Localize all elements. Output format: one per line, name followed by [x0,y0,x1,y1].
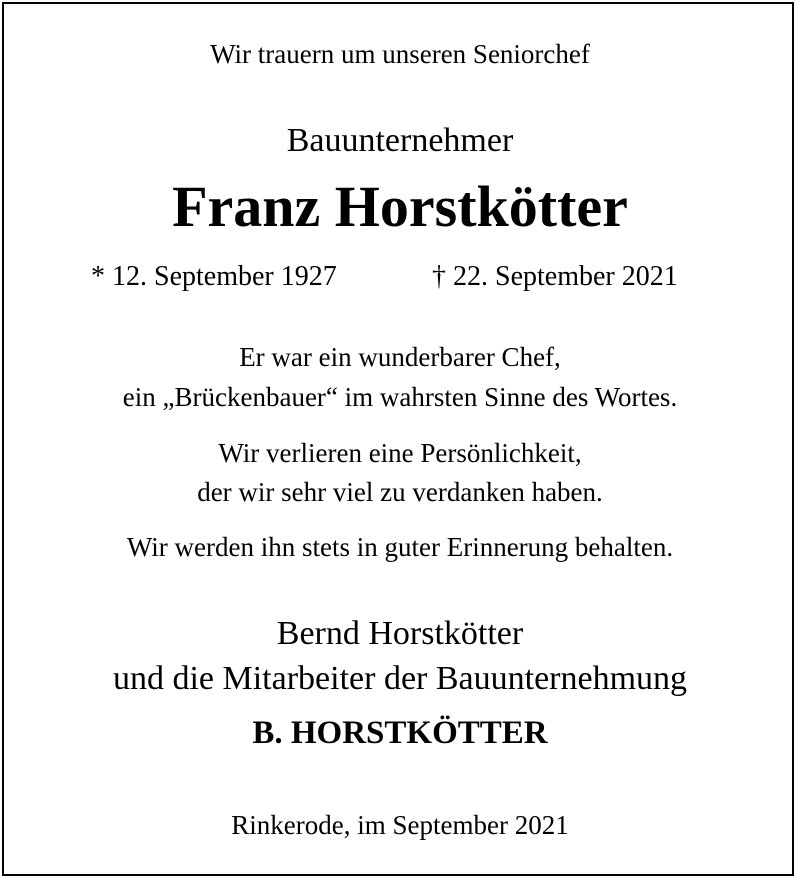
tribute-line-3: Wir verlieren eine Persönlichkeit, [218,438,582,468]
tribute-line-4: der wir sehr viel zu verdanken haben. [197,477,603,507]
tribute-line-1: Er war ein wunderbarer Chef, [239,342,561,372]
signature-staff: und die Mitarbeiter der Bauunternehmung [112,660,688,697]
tribute-line-5: Wir werden ihn stets in guter Erinnerung behalten. [126,532,674,562]
tribute-line-2: ein „Brückenbauer“ im wahrsten Sinne des Wortes. [122,382,678,412]
intro-text: Wir trauern um unseren Seniorchef [210,39,590,69]
birth-date: * 12. September 1927 [91,261,337,292]
profession-text: Bauunternehmer [286,122,514,159]
signature-name: Bernd Horstkötter [276,615,524,652]
death-date: † 22. September 2021 [432,261,678,292]
company-name: B. HORSTKÖTTER [252,715,548,751]
place-and-date: Rinkerode, im September 2021 [231,810,569,840]
deceased-name: Franz Horstkötter [172,174,628,239]
